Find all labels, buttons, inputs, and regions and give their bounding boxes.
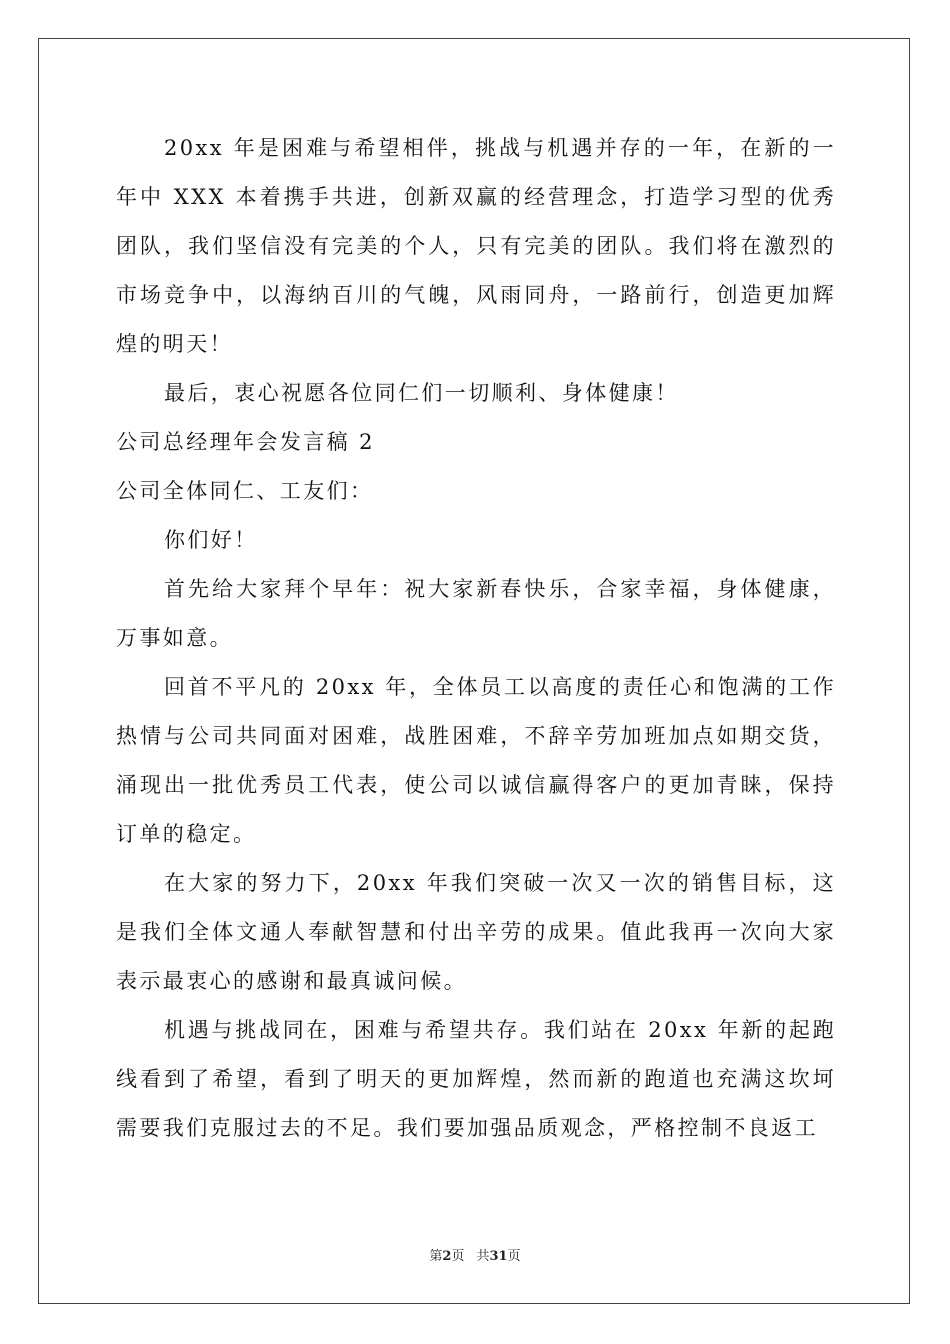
paragraph: 机遇与挑战同在，困难与希望共存。我们站在 20xx 年新的起跑线看到了希望，看到了明天的更加辉煌，然而新的跑道也充满这坎坷需要我们克服过去的不足。我们要加强品质观念，严格控制不良返工 [116,1018,836,1140]
page-suffix: 页 [451,1249,465,1264]
document-body [116,124,836,1153]
total-pages: 31 [489,1249,508,1264]
salutation: 公司全体同仁、工友们： [116,479,374,503]
paragraph: 最后，衷心祝愿各位同仁们一切顺利、身体健康！ [164,381,679,405]
total-suffix: 页 [507,1249,521,1264]
section-heading: 公司总经理年会发言稿 2 [116,430,375,454]
page-footer [0,1245,950,1264]
paragraph: 回首不平凡的 20xx 年，全体员工以高度的责任心和饱满的工作热情与公司共同面对困难，战胜困难，不辞辛劳加班加点如期交货，涌现出一批优秀员工代表，使公司以诚信赢得客户的更加青睐，保持订单的稳定。 [116,675,836,846]
total-prefix: 共 [476,1249,490,1264]
paragraph: 你们好！ [164,528,258,552]
page-number: 2 [442,1249,452,1264]
paragraph: 首先给大家拜个早年：祝大家新春快乐，合家幸福，身体健康，万事如意。 [116,577,836,650]
paragraph: 在大家的努力下，20xx 年我们突破一次又一次的销售目标，这是我们全体文通人奉献智慧和付出辛劳的成果。值此我再一次向大家表示最衷心的感谢和最真诚问候。 [116,871,836,993]
paragraph: 20xx 年是困难与希望相伴，挑战与机遇并存的一年，在新的一年中 XXX 本着携手共进，创新双赢的经营理念，打造学习型的优秀团队，我们坚信没有完美的个人，只有完美的团队。我们将在激烈的市场竞争中，以海纳百川的气魄，风雨同舟，一路前行，创造更加辉煌的明天！ [116,136,836,356]
page-prefix: 第 [429,1249,443,1264]
